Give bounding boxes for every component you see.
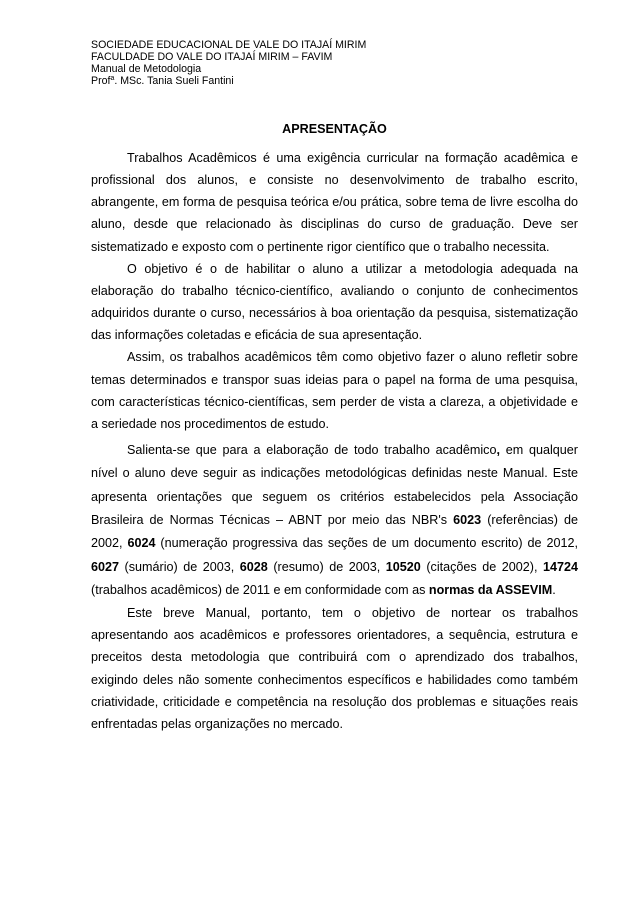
nbr-6024: 6024 bbox=[127, 536, 156, 551]
paragraph-4 bbox=[91, 439, 578, 602]
document-body bbox=[91, 147, 578, 735]
p4-text-4: (numeração progressiva das seções de um documento escrito) de 2012, bbox=[155, 536, 578, 551]
p4-text-2: em qualquer nível o aluno deve seguir as indicações metodológicas definidas neste Manual. Este apresenta orientações que seguem os critérios estabelecidos pela Associação Brasileira de Normas Técnicas – ABNT por meio das NBR's bbox=[91, 443, 578, 527]
nbr-14724: 14724 bbox=[542, 559, 579, 574]
nbr-6028: 6028 bbox=[239, 559, 268, 574]
paragraph-5: Este breve Manual, portanto, tem o objetivo de nortear os trabalhos apresentando aos acadêmicos e professores orientadores, a sequência, estrutura e preceitos desta metodologia que contribuirá com o aprendizado dos trabalhos, exigindo deles não somente conhecimentos específicos e habilidades como também criatividade, criticidade e competência na resolução dos problemas e situações reais enfrentadas pelas organizações no mercado. bbox=[91, 606, 578, 731]
p4-text-6: (resumo) de 2003, bbox=[267, 559, 386, 574]
p4-bold-comma: , bbox=[496, 443, 500, 458]
nbr-6023: 6023 bbox=[453, 512, 482, 527]
p4-text-5: (sumário) de 2003, bbox=[119, 559, 240, 574]
p4-text-3: (referências) de 2002, bbox=[91, 512, 578, 551]
header-author-superscript: a bbox=[110, 75, 115, 83]
nbr-6027: 6027 bbox=[91, 559, 120, 574]
p4-text-1: Salienta-se que para a elaboração de todo trabalho acadêmico bbox=[127, 443, 497, 458]
nbr-10520: 10520 bbox=[385, 559, 421, 574]
p4-text-9: . bbox=[552, 582, 556, 597]
document-header bbox=[91, 39, 491, 87]
header-institution: SOCIEDADE EDUCACIONAL DE VALE DO ITAJAÍ MIRIM bbox=[91, 39, 367, 51]
header-author bbox=[91, 75, 491, 87]
paragraph-3: Assim, os trabalhos acadêmicos têm como objetivo fazer o aluno refletir sobre temas determinados e transpor suas ideias para o papel na forma de uma pesquisa, com características técnico-científicas, sem perder de vista a clareza, a objetividade e a seriedade nos procedimentos de estudo. bbox=[91, 350, 578, 431]
header-author-prefix: Prof bbox=[91, 75, 111, 88]
p4-text-7: (citações de 2002), bbox=[420, 559, 543, 574]
paragraph-2: O objetivo é o de habilitar o aluno a utilizar a metodologia adequada na elaboração do trabalho técnico-científico, avaliando o conjunto de conhecimentos adquiridos durante o curso, necessários à boa orientação da pesquisa, sistematização das informações coletadas e eficácia de sua apresentação. bbox=[91, 261, 578, 343]
paragraph-1: Trabalhos Acadêmicos é uma exigência curricular na formação acadêmica e profissional dos alunos, e consiste no desenvolvimento de trabalho escrito, abrangente, em forma de pesquisa teórica e/ou prática, sobre tema de livre escolha do aluno, desde que relacionado às disciplinas do curso de graduação. Deve ser sistematizado e exposto com o pertinente rigor científico que o trabalho necessita. bbox=[91, 151, 578, 254]
header-manual-title: Manual de Metodologia bbox=[91, 63, 202, 76]
assevim-norms: normas da ASSEVIM bbox=[428, 582, 553, 597]
header-faculty: FACULDADE DO VALE DO ITAJAÍ MIRIM – FAVIM bbox=[91, 51, 333, 64]
p4-text-8: (trabalhos acadêmicos) de 2011 e em conformidade com as bbox=[91, 582, 429, 597]
header-author-name: . MSc. Tania Sueli Fantini bbox=[114, 75, 234, 88]
page-title: APRESENTAÇÃO bbox=[282, 122, 387, 136]
